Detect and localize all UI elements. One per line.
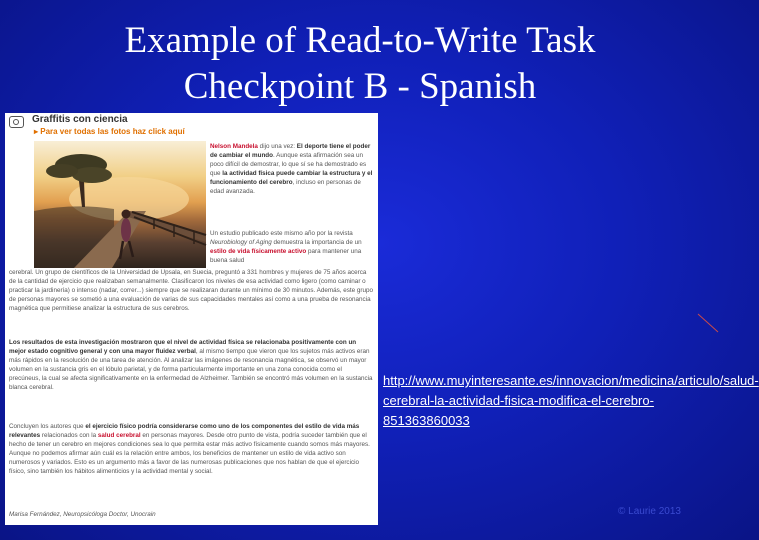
copyright-text: © Laurie 2013 [618,506,681,517]
camera-icon[interactable] [9,116,24,128]
paragraph-study: Un estudio publicado este mismo año por la revista Neurobiology of Aging demuestra la importancia de un estilo de vida físicamente activo para mantener una buena salud [210,230,362,264]
conclusion-bold: el ejercicio físico podría considerarse como uno de los componentes del estilo de vida más relevantes [9,423,360,439]
slide-title-line-1: Example of Read-to-Write Task [124,20,596,61]
paragraph-conclusion: Concluyen los autores que el ejercicio físico podría considerarse como uno de los componentes del estilo de vida más relevantes relacionados con la salud cerebral en personas mayores. Desde otro punto de vista, podría suceder también que el hecho de tener un cerebro en mejores condiciones sea lo que permita estar más activo físicamente cuando somos más mayores. Aunque no podemos afirmar aún cuál es la relación entre ambos, los beneficios de mantener un estilo de vida activo son numerosos y variados. Esto es un argumento más a favor de las numerosas publicaciones que nos hablan de que el ejercicio físico, sino también los hábitos alimenticios y la actividad mental y social. [9,423,370,475]
paragraph-intro: Nelson Mandela dijo una vez: El deporte tiene el poder de cambiar el mundo. Aunque esta afirmación sea un poco difícil de demostrar, lo que sí se ha demostrado es que la actividad física puede cambiar la estructura y el funcionamiento del cerebro, incluso en personas de edad avanzada. [210,143,373,195]
article-header-title: Graffitis con ciencia [32,114,128,125]
decorative-line [696,312,720,336]
journal-name: Neurobiology of Aging [210,238,272,246]
source-url-link[interactable]: http://www.muyinteresante.es/innovacion/medicina/articulo/salud-cerebral-la-actividad-fisica-modifica-el-cerebro-851363860033 [383,373,759,428]
slide-title-line-2: Checkpoint B - Spanish [183,66,537,107]
article-screenshot [5,113,378,525]
gallery-link[interactable]: ▸ Para ver todas las fotos haz click aquí [34,127,185,136]
paragraph-results: Los resultados de esta investigación mostraron que el nivel de actividad física se relacionaba positivamente con un mejor estado cognitivo general y con una mayor fluidez verbal, al mismo tiempo que vieron que los sujetos más activos eran más rápidos en la resolución de una tarea de atención. Al analizar las imágenes de resonancia magnética, se observó un mayor volumen en la sustancia gris en el lóbulo parietal, y de forma particularmente importante en una zona conocida como el precúneus, la cual se afecta significativamente en la enfermedad de Alzheimer. También se encontró más volumen en la sustancia blanca cerebral. [9,339,373,391]
article-header [5,113,378,139]
highlight-brain-structure: la actividad física puede cambiar la estructura y el funcionamiento del cerebro [210,169,373,186]
results-bold: el nivel de actividad física se relacionaba positivamente con un mejor estado cognitivo general y con una mayor fluidez verbal [9,339,357,355]
slide-title [0,18,720,110]
article-photo [34,141,206,268]
article-signature: Marisa Fernández, Neuropsicóloga Doctor, Unocrain [9,511,156,518]
paragraph-method: cerebral. Un grupo de científicos de la Universidad de Upsala, en Suecia, preguntó a 331 hombres y mujeres de 75 años acerca de la cantidad de ejercicio que realizaban semanalmente. Clasificaron los niveles de esa actividad como ligero (como caminar o practicar la jardinería) o intenso (nadar, correr...) siempre que se realizaran durante un mínimo de 30 minutos. Además, este grupo de personas mayores se sometió a una evaluación de varias de sus capacidades mentales así como a una prueba de resonancia magnética que permitiese analizar la estructura de sus cerebros. [9,269,374,312]
mandela-quote: El deporte tiene el poder de cambiar el mundo [210,143,371,159]
brain-health-link[interactable]: salud cerebral [97,431,141,439]
mandela-name: Nelson Mandela [210,143,258,150]
lifestyle-link[interactable]: estilo de vida físicamente activo [210,247,307,255]
